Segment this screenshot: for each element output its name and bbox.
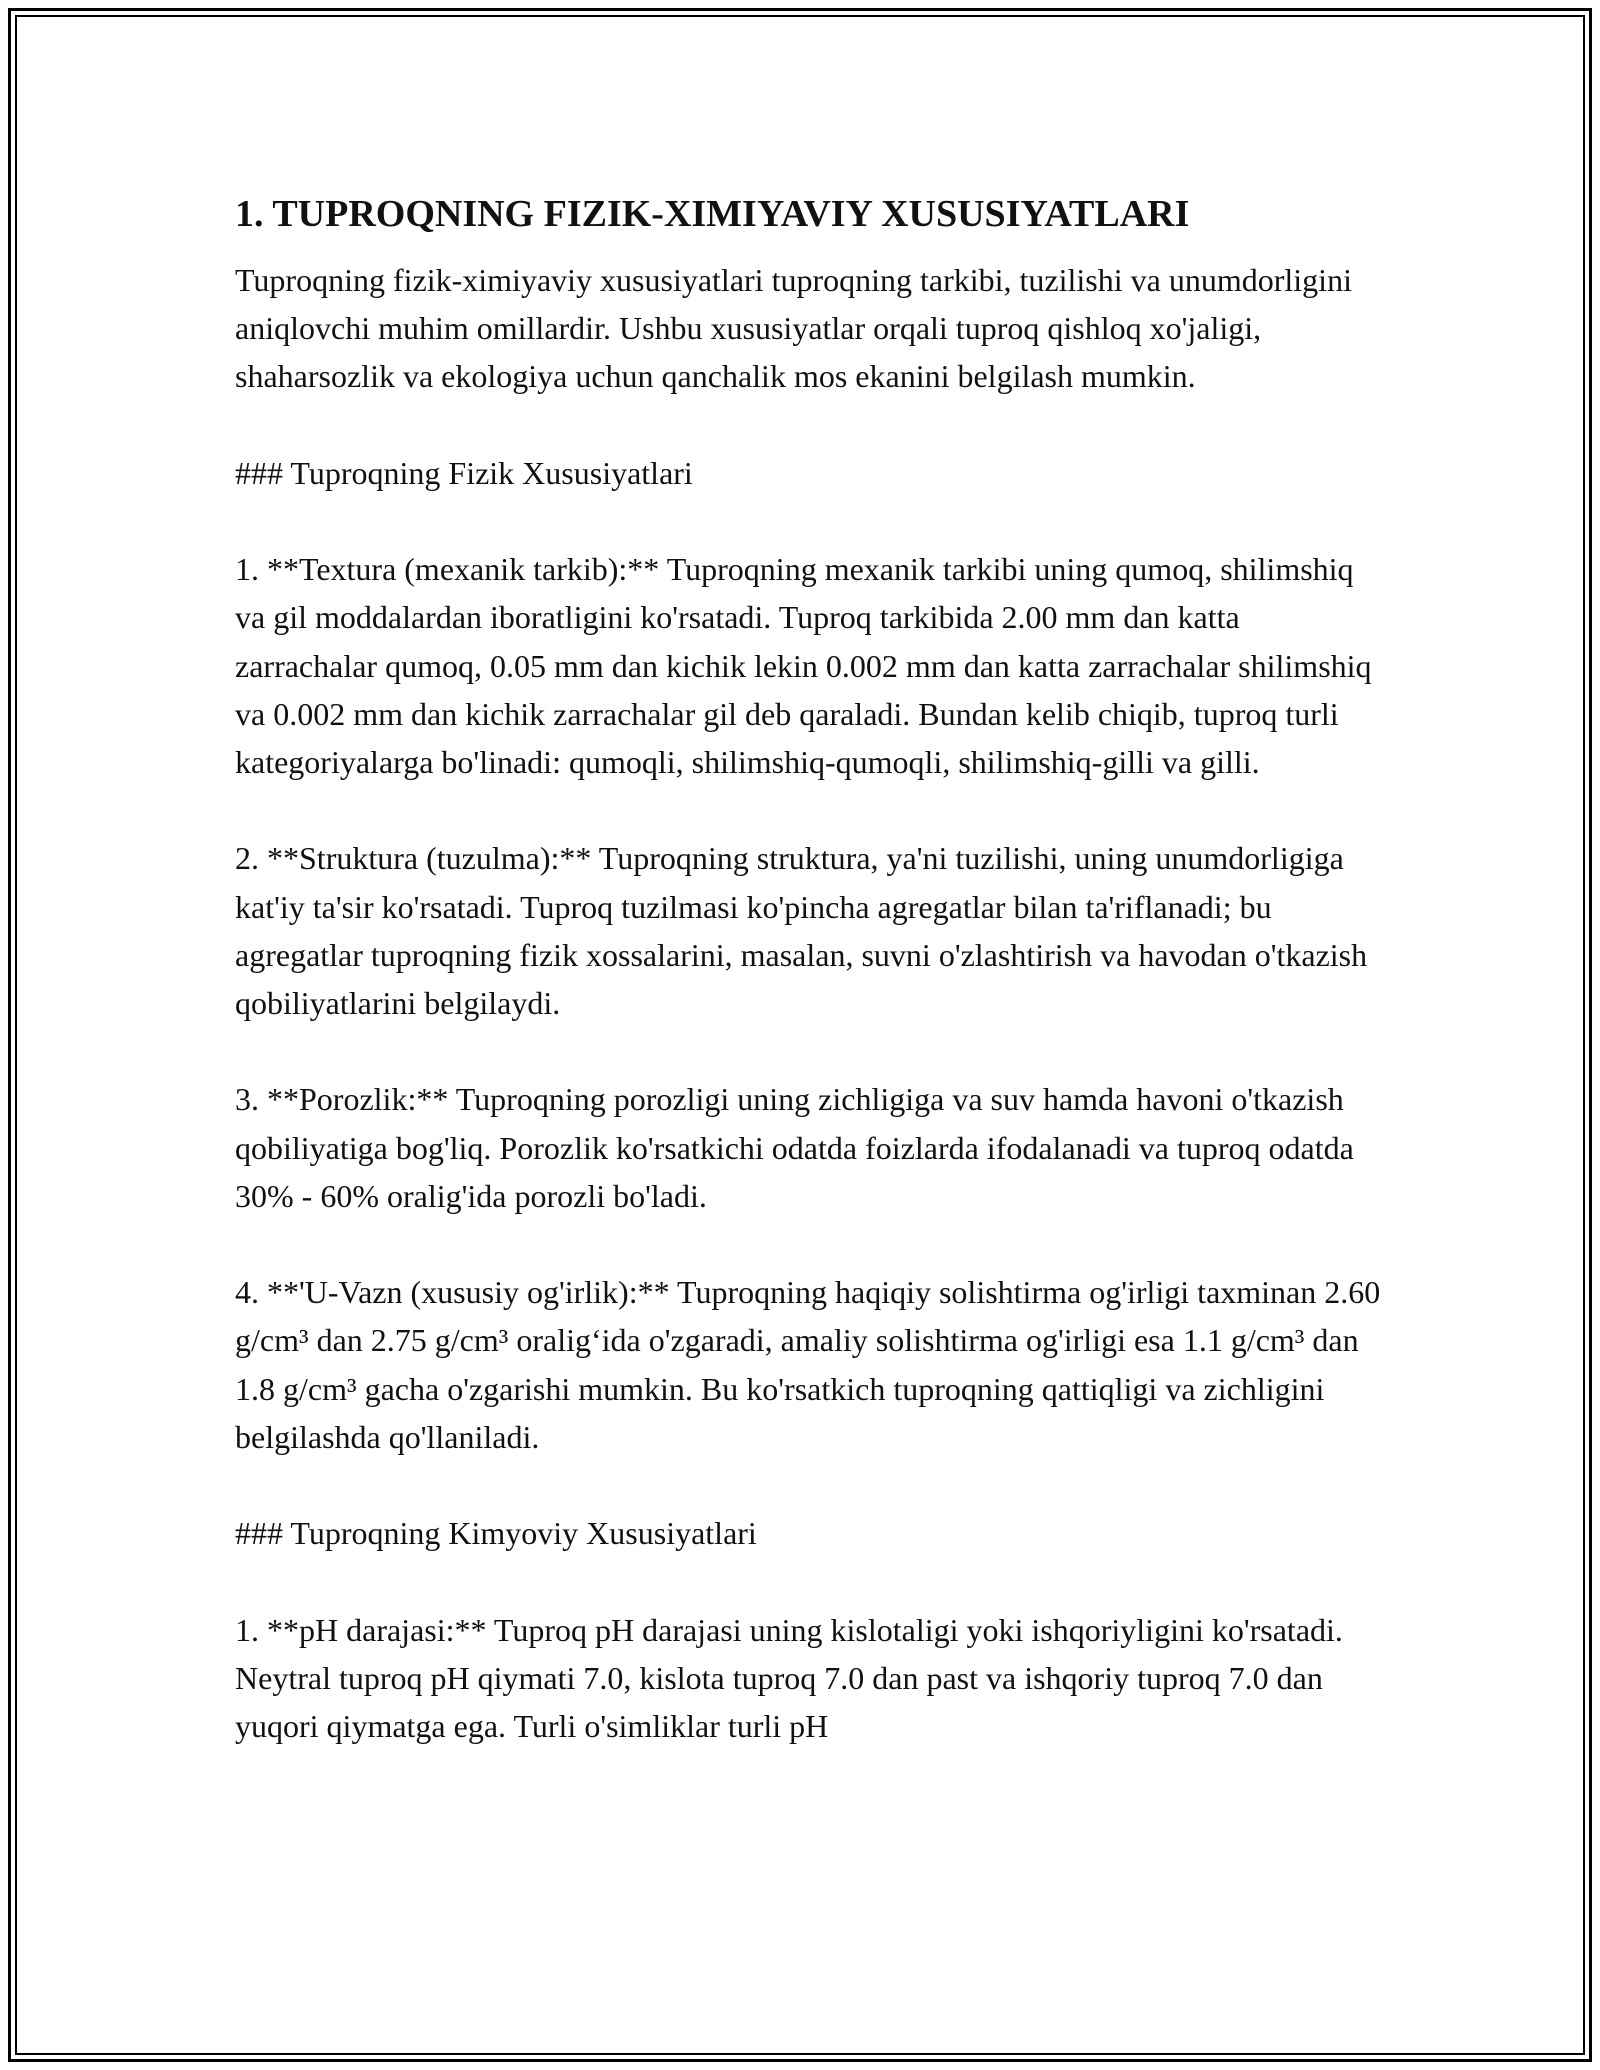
paragraph-structure: 2. **Struktura (tuzulma):** Tuproqning struktura, ya'ni tuzilishi, uning unumdorligiga kat'iy ta'sir ko'rsatadi. Tuproq tuzilmasi ko'pincha agregatlar bilan ta'riflanadi; bu agregatlar tuproqning fizik xossalarini, masalan, suvni o'zlashtirish va havodan o'tkazish qobiliyatlarini belgilaydi. xyxy=(235,840,1368,1021)
paragraph-porosity: 3. **Porozlik:** Tuproqning porozligi uning zichligiga va suv hamda havoni o'tkazish qobiliyatiga bog'liq. Porozlik ko'rsatkichi odatda foizlarda ifodalanadi va tuproq odatda 30% - 60% oralig'ida porozli bo'ladi. xyxy=(235,1081,1354,1214)
paragraph-ph: 1. **pH darajasi:** Tuproq pH darajasi uning kislotaligi yoki ishqoriyligini ko'rsatadi. Neytral tuproq pH qiymati 7.0, kislota tuproq 7.0 dan past va ishqoriy tuproq 7.0 dan yuqori qiymatga ega. Turli o'simliklar turli pH xyxy=(235,1611,1343,1744)
section-heading-physical: ### Tuproqning Fizik Xususiyatlari xyxy=(235,454,693,491)
intro-paragraph: Tuproqning fizik-ximiyaviy xususiyatlari tuproqning tarkibi, tuzilishi va unumdorligini aniqlovchi muhim omillardir. Ushbu xususiyatlar orqali tuproq qishloq xo'jaligi, shaharsozlik va ekologiya uchun qanchalik mos ekanini belgilash mumkin. xyxy=(235,262,1352,395)
paragraph-specific-weight: 4. **'U-Vazn (xususiy og'irlik):** Tuproqning haqiqiy solishtirma og'irligi taxminan 2.60 g/cm³ dan 2.75 g/cm³ oralig‘ida o'zgaradi, amaliy solishtirma og'irligi esa 1.1 g/cm³ dan 1.8 g/cm³ gacha o'zgarishi mumkin. Bu ko'rsatkich tuproqning qattiqligi va zichligini belgilashda qo'llaniladi. xyxy=(235,1274,1381,1455)
section-heading-chemical: ### Tuproqning Kimyoviy Xususiyatlari xyxy=(235,1515,757,1552)
document-body xyxy=(235,186,1385,1750)
document-title: 1. TUPROQNING FIZIK-XIMIYAVIY XUSUSIYATLARI xyxy=(235,193,1190,235)
paragraph-texture: 1. **Textura (mexanik tarkib):** Tuproqning mexanik tarkibi uning qumoq, shilimshiq va gil moddalardan iboratligini ko'rsatadi. Tuproq tarkibida 2.00 mm dan katta zarrachalar qumoq, 0.05 mm dan kichik lekin 0.002 mm dan katta zarrachalar shilimshiq va 0.002 mm dan kichik zarrachalar gil deb qaraladi. Bundan kelib chiqib, tuproq turli kategoriyalarga bo'linadi: qumoqli, shilimshiq-qumoqli, shilimshiq-gilli va gilli. xyxy=(235,551,1372,780)
